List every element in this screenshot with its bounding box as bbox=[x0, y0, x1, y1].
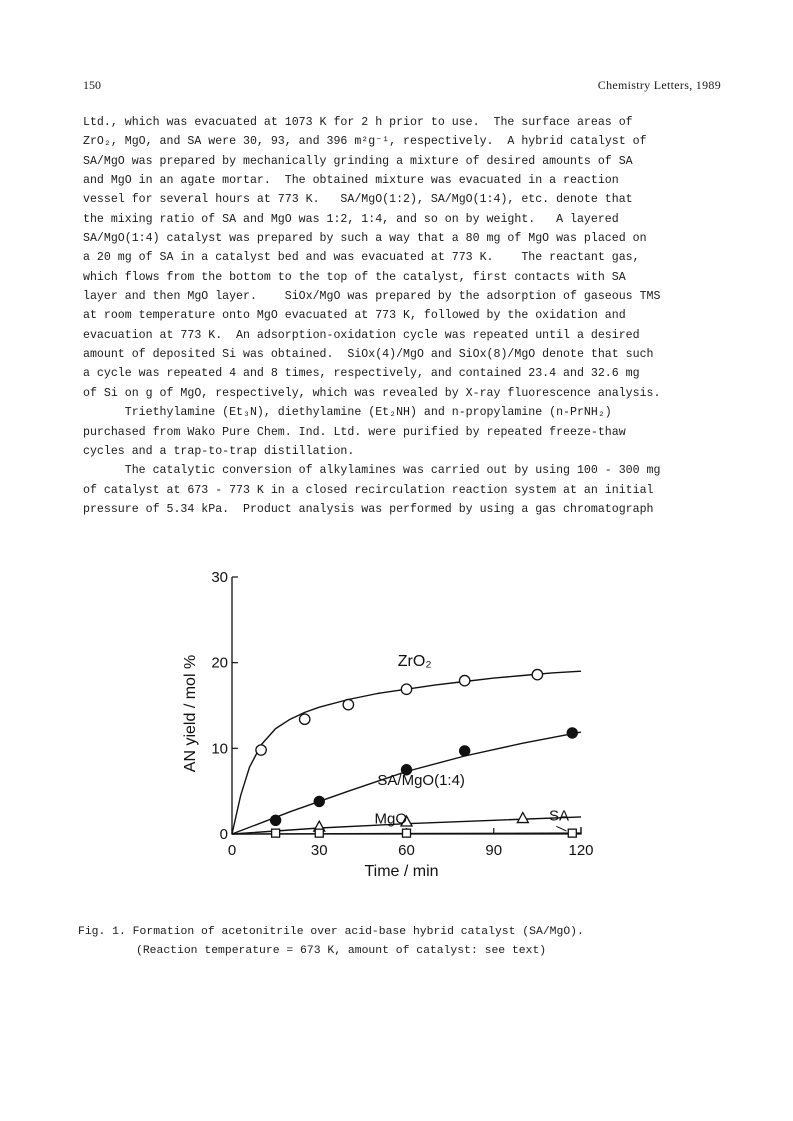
journal-header: Chemistry Letters, 1989 bbox=[597, 78, 721, 92]
text-line: a cycle was repeated 4 and 8 times, respectively, and contained 23.4 and 32.6 mg bbox=[83, 367, 640, 381]
figure-1 bbox=[170, 560, 610, 890]
series-label: SA/MgO(1:4) bbox=[377, 772, 465, 790]
series-label: MgO bbox=[374, 810, 408, 828]
figure-caption bbox=[78, 923, 584, 961]
text-line: of Si on g of MgO, respectively, which was revealed by X-ray fluorescence analysis. bbox=[83, 386, 661, 400]
series-label: SA bbox=[549, 807, 570, 825]
data-point bbox=[459, 746, 469, 756]
data-point bbox=[567, 728, 577, 738]
data-point bbox=[532, 669, 542, 679]
y-tick-label: 10 bbox=[211, 740, 228, 758]
y-tick-label: 20 bbox=[211, 654, 228, 672]
x-axis-title: Time / min bbox=[364, 863, 439, 880]
text-line: vessel for several hours at 773 K. SA/MgO(1:2), SA/MgO(1:4), etc. denote that bbox=[83, 193, 633, 207]
text-line: layer and then MgO layer. SiOx/MgO was prepared by the adsorption of gaseous TMS bbox=[83, 290, 661, 304]
x-tick-label: 0 bbox=[227, 842, 237, 859]
x-tick-label: 120 bbox=[568, 842, 594, 859]
y-tick-label: 0 bbox=[219, 826, 228, 843]
y-axis-title: AN yield / mol % bbox=[182, 654, 199, 773]
text-line: The catalytic conversion of alkylamines was carried out by using 100 - 300 mg bbox=[83, 464, 661, 478]
caption-line-1: Fig. 1. Formation of acetonitrile over acid-base hybrid catalyst (SA/MgO). bbox=[78, 926, 584, 938]
text-line: at room temperature onto MgO evacuated at 773 K, followed by the oxidation and bbox=[83, 309, 626, 323]
data-point bbox=[568, 829, 576, 837]
x-tick-label: 90 bbox=[485, 842, 503, 859]
text-line: SA/MgO was prepared by mechanically grinding a mixture of desired amounts of SA bbox=[83, 154, 633, 168]
caption-line-2: (Reaction temperature = 673 K, amount of catalyst: see text) bbox=[136, 945, 547, 957]
text-line: amount of deposited Si was obtained. SiOx(4)/MgO and SiOx(8)/MgO denote that such bbox=[83, 348, 654, 362]
axes-frame bbox=[232, 577, 581, 834]
text-line: SA/MgO(1:4) catalyst was prepared by such a way that a 80 mg of MgO was placed on bbox=[83, 232, 647, 246]
data-point bbox=[315, 829, 323, 837]
data-point bbox=[459, 675, 469, 685]
text-line: pressure of 5.34 kPa. Product analysis was performed by using a gas chromatograph bbox=[83, 502, 654, 516]
data-point bbox=[343, 699, 353, 709]
text-line: Ltd., which was evacuated at 1073 K for 2 h prior to use. The surface areas of bbox=[83, 116, 633, 129]
x-tick-label: 60 bbox=[398, 842, 415, 859]
data-point bbox=[272, 829, 280, 837]
text-line: cycles and a trap-to-trap distillation. bbox=[83, 444, 355, 458]
series-label: ZrO₂ bbox=[397, 653, 432, 671]
text-line: ZrO₂, MgO, and SA were 30, 93, and 396 m²g⁻¹, respectively. A hybrid catalyst of bbox=[83, 135, 647, 149]
page-number: 150 bbox=[83, 78, 101, 92]
data-point bbox=[256, 745, 266, 755]
text-line: evacuation at 773 K. An adsorption-oxidation cycle was repeated until a desired bbox=[83, 328, 640, 342]
data-point bbox=[403, 829, 411, 837]
data-point bbox=[300, 714, 310, 724]
text-line: and MgO in an agate mortar. The obtained mixture was evacuated in a reaction bbox=[83, 174, 619, 188]
text-line: Triethylamine (Et₃N), diethylamine (Et₂NH) and n-propylamine (n-PrNH₂) bbox=[83, 406, 612, 420]
sa-pointer bbox=[556, 826, 566, 831]
x-tick-label: 30 bbox=[310, 842, 328, 859]
body-text bbox=[83, 113, 723, 519]
yield-chart bbox=[170, 560, 610, 890]
data-point bbox=[314, 796, 324, 806]
data-point bbox=[270, 815, 280, 825]
text-line: which flows from the bottom to the top of the catalyst, first contacts with SA bbox=[83, 270, 626, 284]
data-point bbox=[401, 684, 411, 694]
series-curve-0 bbox=[232, 671, 581, 834]
text-line: purchased from Wako Pure Chem. Ind. Ltd. were purified by repeated freeze-thaw bbox=[83, 425, 626, 439]
text-line: of catalyst at 673 - 773 K in a closed recirculation reaction system at an initial bbox=[83, 483, 654, 497]
data-point bbox=[517, 813, 528, 823]
text-line: the mixing ratio of SA and MgO was 1:2, 1:4, and so on by weight. A layered bbox=[83, 212, 619, 226]
y-tick-label: 30 bbox=[211, 569, 228, 586]
text-line: a 20 mg of SA in a catalyst bed and was evacuated at 773 K. The reactant gas, bbox=[83, 251, 640, 265]
